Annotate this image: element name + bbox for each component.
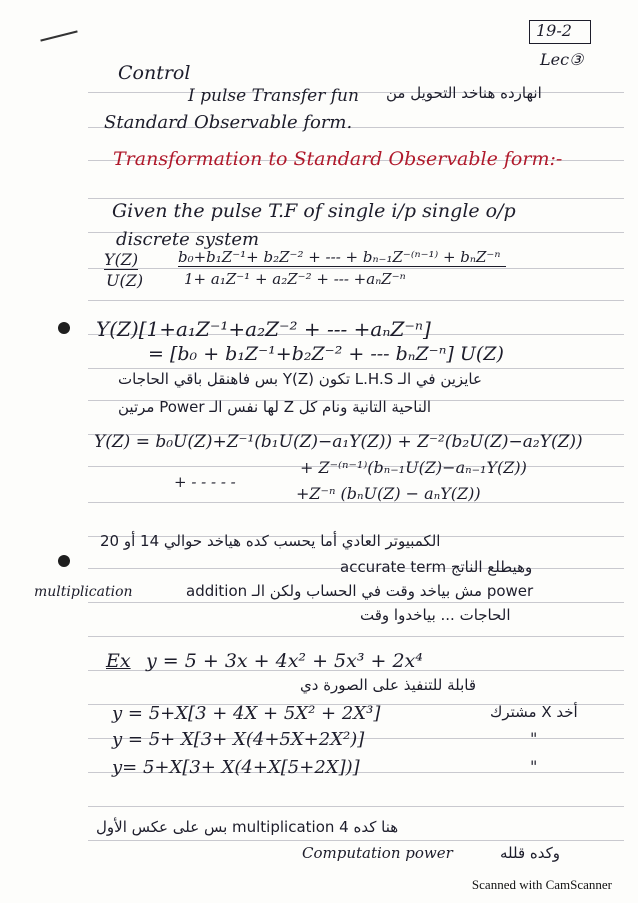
- example-step-3: y= 5+X[3+ X(4+X[5+2X])]: [112, 757, 360, 778]
- punch-hole: [58, 555, 70, 567]
- cross-mult-note-ar-2: الناحية التانية ونام كل Z لها نفس الـ Power مرتين: [118, 398, 432, 416]
- cross-mult-line-1: Y(Z)[1+a₁Z⁻¹+a₂Z⁻² + --- +aₙZ⁻ⁿ]: [96, 317, 431, 341]
- cross-mult-note-ar-1: عايزين في الـ L.H.S تكون Y(Z) بس فاهنقل باقي الحاجات: [118, 370, 482, 388]
- example-step-1-note: أخد X مشترك: [490, 703, 578, 721]
- ruled-line: [88, 636, 624, 637]
- remark-line-1: الكمبيوتر العادي أما يحسب كده هياخد حوالي 14 أو 20: [100, 532, 441, 550]
- expansion-line-3: + - - - - -: [174, 473, 236, 491]
- ruled-line: [88, 602, 624, 603]
- section-heading: Transformation to Standard Observable form:-: [113, 148, 563, 170]
- pen-stroke-mark: [40, 30, 77, 41]
- tf-left-numerator: Y(Z): [104, 250, 139, 269]
- scanner-watermark: Scanned with CamScanner: [471, 877, 612, 892]
- ruled-line: [88, 806, 624, 807]
- ditto-mark: ": [530, 757, 538, 776]
- cross-mult-line-2: = [b₀ + b₁Z⁻¹+b₂Z⁻² + --- bₙZ⁻ⁿ] U(Z): [148, 343, 504, 365]
- subject-title: Control: [118, 62, 191, 84]
- example-step-1: y = 5+X[3 + 4X + 5X² + 2X³]: [112, 703, 381, 724]
- expansion-line-1: Y(Z) = b₀U(Z)+Z⁻¹(b₁U(Z)−a₁Y(Z)) + Z⁻²(b₂U(Z)−a₂Y(Z)): [94, 432, 583, 452]
- example-step-2: y = 5+ X[3+ X(4+5X+2X²)]: [112, 729, 365, 750]
- example-label: Ex: [106, 650, 131, 672]
- lecture-number: Lec③: [540, 50, 584, 69]
- pulse-line-en: I pulse Transfer fun: [188, 86, 359, 106]
- ruled-line: [88, 840, 624, 841]
- remark-line-3: addition مش بياخد وقت في الحساب ولكن الـ power: [186, 582, 534, 600]
- remark-line-2: accurate term وهيطلع الناتج: [340, 558, 533, 576]
- intro-line-1: Given the pulse T.F of single i/p single o/p: [112, 200, 516, 222]
- example-note-ar: قابلة للتنفيذ على الصورة دي: [300, 676, 477, 694]
- closing-note-ar: هنا كده 4 multiplication بس على عكس الأول: [96, 818, 399, 836]
- pulse-line-ar: انهارده هناخد التحويل من: [386, 84, 542, 102]
- intro-line-2: discrete system: [116, 229, 260, 250]
- remark-multiplication: multiplication: [34, 584, 133, 600]
- tf-right-denominator: 1+ a₁Z⁻¹ + a₂Z⁻² + --- +aₙZ⁻ⁿ: [184, 270, 406, 288]
- ditto-mark: ": [530, 729, 538, 748]
- date-text: 19-2: [536, 21, 572, 40]
- punch-hole: [58, 322, 70, 334]
- ruled-line: [88, 198, 624, 199]
- ruled-line: [88, 368, 624, 369]
- expansion-line-2: + Z⁻⁽ⁿ⁻¹⁾(bₙ₋₁U(Z)−aₙ₋₁Y(Z)): [300, 458, 527, 477]
- remark-line-4: الحاجات ... بياخدوا وقت: [360, 606, 511, 624]
- closing-note-ar-2: وكده قلله: [500, 844, 561, 862]
- form-line: Standard Observable form.: [104, 112, 353, 133]
- ruled-line: [88, 300, 624, 301]
- expansion-line-4: +Z⁻ⁿ (bₙU(Z) − aₙY(Z)): [296, 484, 481, 503]
- tf-right-numerator: b₀+b₁Z⁻¹+ b₂Z⁻² + --- + bₙ₋₁Z⁻⁽ⁿ⁻¹⁾ + bₙZ⁻ⁿ: [178, 248, 506, 267]
- closing-note-en: Computation power: [302, 844, 453, 862]
- example-equation: y = 5 + 3x + 4x² + 5x³ + 2x⁴: [146, 650, 423, 672]
- tf-left-denominator: U(Z): [106, 271, 144, 290]
- ruled-line: [88, 268, 624, 269]
